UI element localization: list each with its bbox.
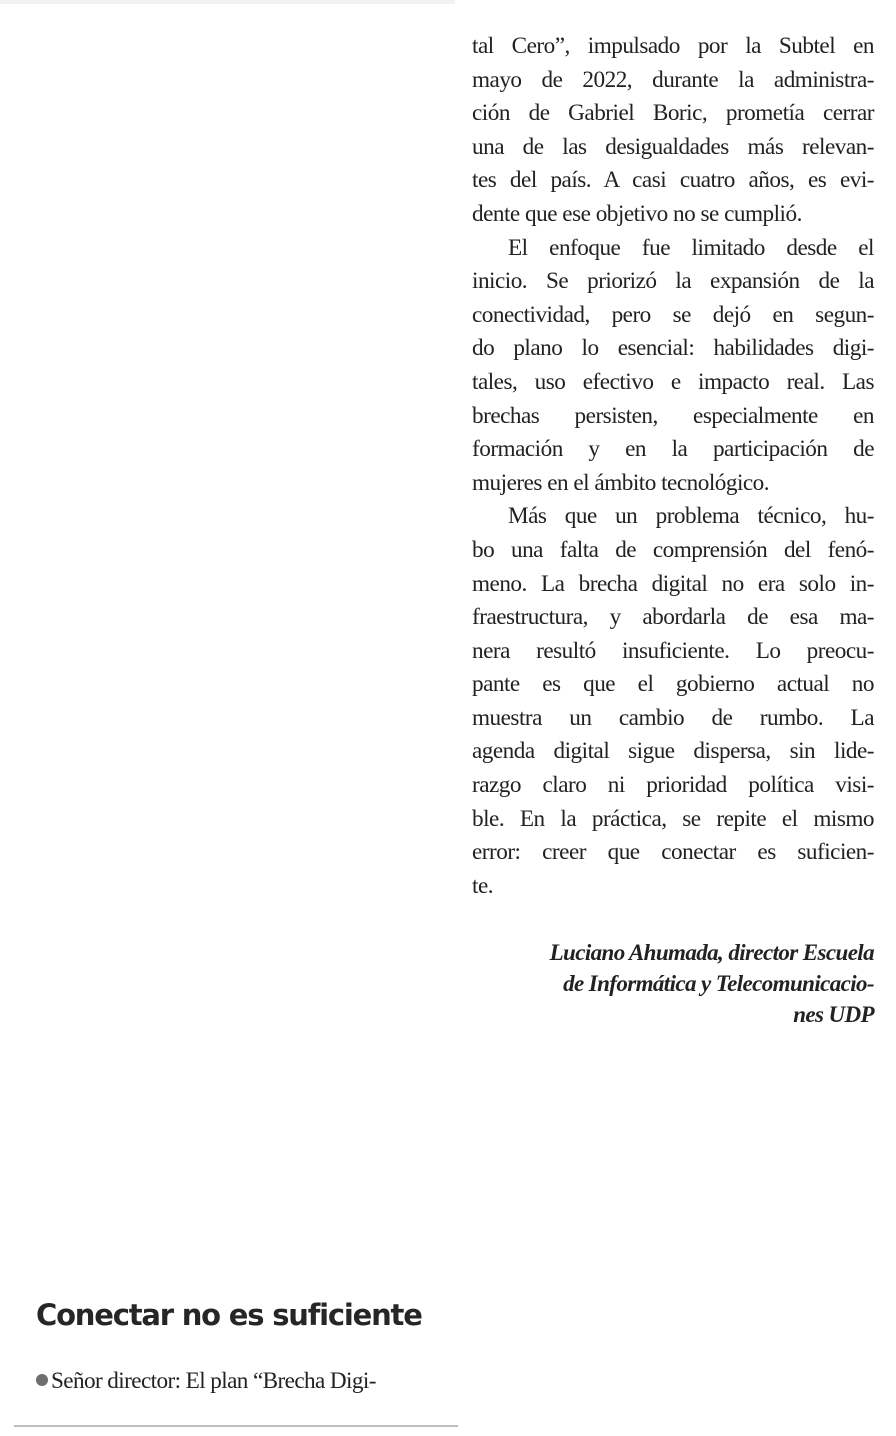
signature-line: de Informática y Telecomunicacio- (563, 971, 874, 997)
paragraph-line: te. (472, 872, 494, 899)
signature-line: Luciano Ahumada, director Escuela (549, 940, 874, 966)
top-rule (0, 0, 455, 4)
paragraph-line: una de las desigualdades más relevan- (472, 133, 874, 160)
paragraph-line: fraestructura, y abordarla de esa ma- (472, 604, 874, 631)
paragraph-line: formación y en la participación de (472, 436, 874, 463)
paragraph-line: conectividad, pero se dejó en segun- (472, 301, 874, 328)
paragraph-line: razgo claro ni prioridad política visi- (472, 772, 874, 799)
paragraph-line: Más que un problema técnico, hu- (508, 503, 874, 530)
column-bottom-rule (14, 1425, 458, 1427)
paragraph-line: meno. La brecha digital no era solo in- (472, 570, 874, 597)
letter-paragraph (472, 232, 874, 501)
paragraph-line: tales, uso efectivo e impacto real. Las (472, 368, 874, 395)
paragraph-line: brechas persisten, especialmente en (472, 402, 874, 429)
paragraph-line: pante es que el gobierno actual no (472, 671, 874, 698)
next-letter (36, 1297, 456, 1398)
paragraph-line: muestra un cambio de rumbo. La (472, 704, 874, 731)
paragraph-line: bo una falta de comprensión del fenó- (472, 536, 874, 563)
paragraph-line: tal Cero”, impulsado por la Subtel en (472, 33, 874, 59)
paragraph-line: inicio. Se priorizó la expansión de la (472, 268, 874, 295)
paragraph-line: mayo de 2022, durante la administra- (472, 66, 874, 93)
next-letter-headline: Conectar no es suficiente (36, 1298, 422, 1332)
paragraph-line: dente que ese objetivo no se cumplió. (472, 200, 802, 227)
paragraph-line: El enfoque fue limitado desde el (508, 234, 874, 261)
letter-paragraph (472, 500, 874, 903)
paragraph-line: nera resultó insuficiente. Lo preocu- (472, 637, 874, 664)
next-letter-lead-text: Señor director: El plan “Brecha Digi- (51, 1368, 376, 1394)
signature-line: nes UDP (793, 1002, 874, 1028)
paragraph-line: ción de Gabriel Boric, prometía cerrar (472, 100, 874, 127)
paragraph-line: agenda digital sigue dispersa, sin lide- (472, 738, 874, 765)
next-letter-lead (36, 1365, 456, 1398)
paragraph-line: do plano lo esencial: habilidades digi- (472, 335, 874, 362)
letter-signature (472, 937, 874, 1030)
letter-paragraphs (472, 30, 874, 903)
paragraph-line: mujeres en el ámbito tecnológico. (472, 469, 770, 496)
paragraph-line: ble. En la práctica, se repite el mismo (472, 805, 874, 832)
letter-body-column (472, 30, 874, 1030)
paragraph-line: tes del país. A casi cuatro años, es evi- (472, 167, 874, 194)
bullet-icon (36, 1374, 48, 1386)
letter-paragraph (472, 30, 874, 232)
paragraph-line: error: creer que conectar es suficien- (472, 839, 874, 866)
